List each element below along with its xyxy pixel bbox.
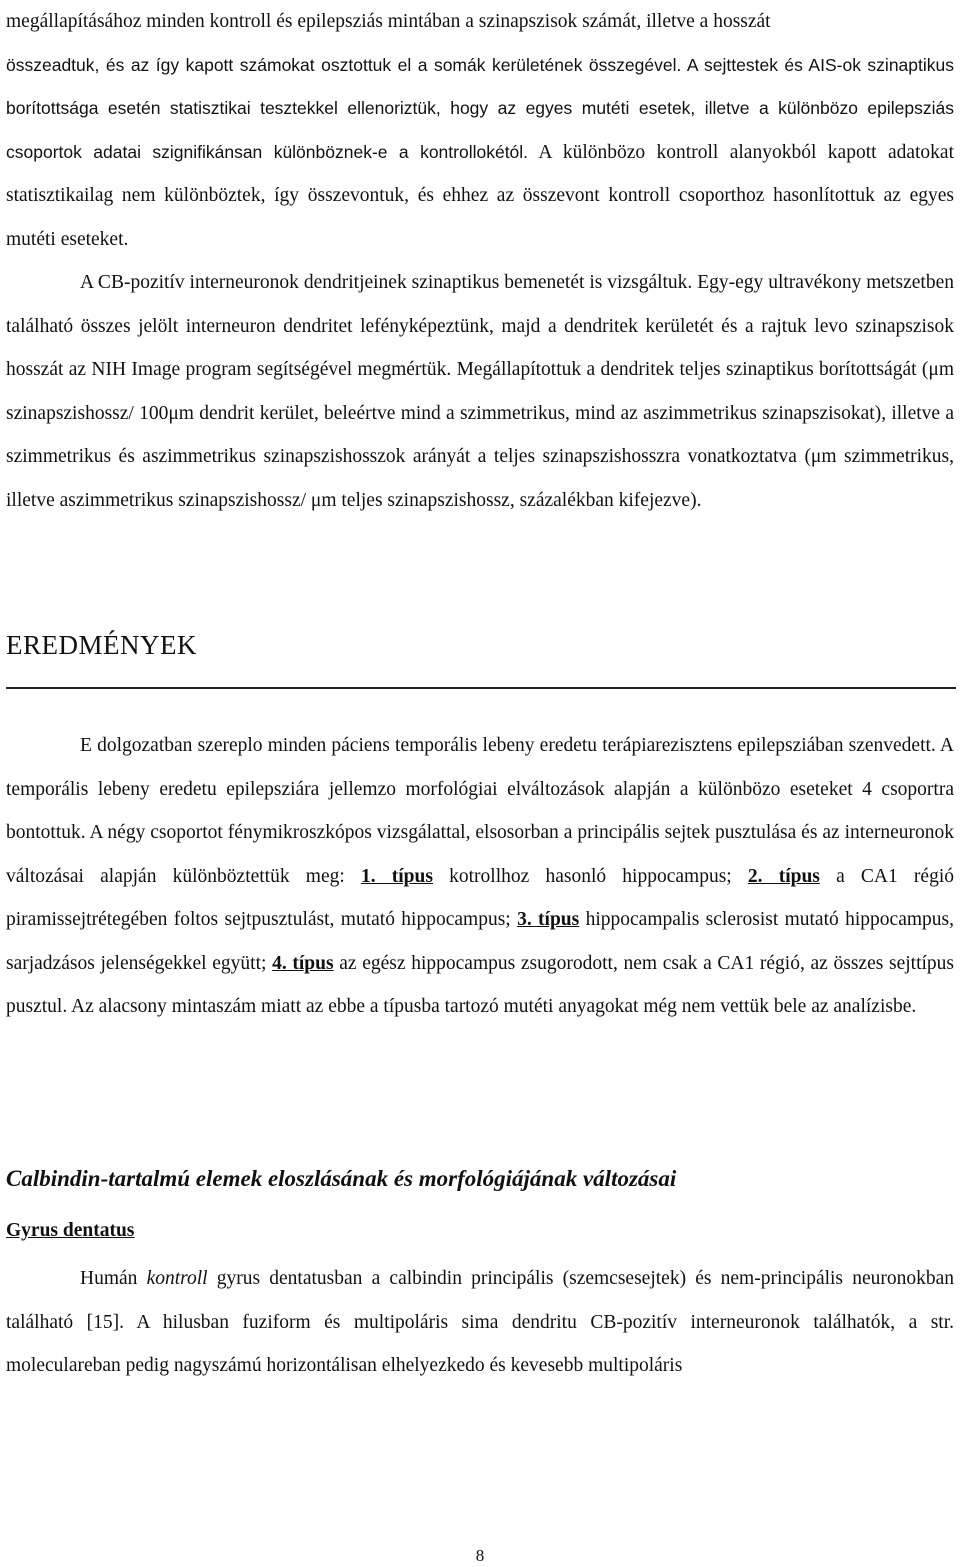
methods-section xyxy=(6,0,954,522)
methods-paragraph-1-serif: A különbözo kontroll alanyokból kapott adatokat statisztikailag nem különböztek, így összevontuk, és ehhez az összevont kontroll csoporthoz hasonlítottuk az egyes mutéti eseteket. xyxy=(6,141,954,250)
type-3-label: 3. típus xyxy=(517,909,580,930)
results-section xyxy=(6,724,954,1029)
type-4-text: az egész hippocampus zsugorodott, nem csak a CA1 régió, az összes sejttípus pusztul. Az alacsony mintaszám miatt az ebbe a típusba tartozó mutéti anyagokat még nem vettük bele az analízisbe. xyxy=(6,952,954,1017)
calbindin-paragraph xyxy=(6,1257,954,1388)
methods-paragraph-1-sans: összeadtuk, és az így kapott számokat osztottuk el a somák kerületének összegével. A sejttestek és AIS-ok szinaptikus borítottsága esetén statisztikai tesztekkel ellenoriztük, hogy az egyes mutéti esetek, illetve a különbözo epilepsziás csoportok adatai szignifikánsan különböznek-e a kontrollokétól. xyxy=(6,54,954,162)
calbindin-section xyxy=(6,1257,954,1388)
type-2-label: 2. típus xyxy=(747,865,820,887)
type-3-text: hippocampalis sclerosist mutató hippocampus, sarjadzásos jelenségekkel együtt; xyxy=(6,909,954,974)
type-1-label: 1. típus xyxy=(360,865,433,887)
type-4-label: 4. típus xyxy=(272,952,334,974)
type-1-text: kotrollhoz hasonló hippocampus; xyxy=(432,865,748,887)
methods-continuation-line: megállapításához minden kontroll és epilepsziás mintában a szinapszisok számát, illetve a hosszát xyxy=(6,11,771,32)
calbindin-section-title: Calbindin-tartalmú elemek eloszlásának és morfológiájának változásai xyxy=(6,1166,677,1191)
page-number: 8 xyxy=(475,1546,485,1565)
methods-paragraph-1 xyxy=(6,44,954,262)
calbindin-paragraph-rest: gyrus dentatusban a calbindin principális (szemcsesejtek) és nem-principális neuronokban található [15]. A hilusban fuziform és multipoláris sima dendritu CB-pozitív interneuronok találhatók, a str. moleculareban pedig nagyszámú horizontálisan elhelyezkedo és kevesebb multipoláris xyxy=(6,1268,954,1376)
results-heading: EREDMÉNYEK xyxy=(6,630,197,660)
results-intro-paragraph xyxy=(6,724,954,1029)
calbindin-paragraph-start: Humán xyxy=(80,1268,147,1289)
results-intro-text: E dolgozatban szereplo minden páciens temporális lebeny eredetu terápiarezisztens epilepsziában szenvedett. A temporális lebeny eredetu epilepsziára jellemzo morfológiai elváltozások alapján a különbözo eseteket 4 csoportra bontottuk. A négy csoportot fénymikroszkópos vizsgálattal, elsosorban a principális sejtek pusztulása és az interneuronok változásai alapján különböztettük meg: xyxy=(6,735,954,887)
type-2-text: a CA1 régió piramissejtrétegében foltos sejtpusztulást, mutató hippocampus; xyxy=(6,865,954,930)
methods-paragraph-2: A CB-pozitív interneuronok dendritjeinek szinaptikus bemenetét is vizsgáltuk. Egy-egy ultravékony metszetben található összes jelölt interneuron dendritet lefényképeztünk, majd a dendritek kerületét és a rajtuk levo szinapszisok hosszát az NIH Image program segítségével megmértük. Megállapítottuk a dendritek teljes szinaptikus borítottságát (μm szinapszishossz/ 100μm dendrit kerület, beleértve mind a szimmetrikus, mind az aszimmetrikus szinapszisokat), illetve a szimmetrikus és aszimmetrikus szinapszishosszok arányát a teljes szinapszishosszra vonatkoztatva (μm szimmetrikus, illetve aszimmetrikus szinapszishossz/ μm teljes szinapszishossz, százalékban kifejezve). xyxy=(6,272,954,511)
gyrus-dentatus-subtitle: Gyrus dentatus xyxy=(6,1220,135,1241)
kontroll-italic: kontroll xyxy=(146,1268,208,1289)
heading-rule xyxy=(6,687,956,689)
